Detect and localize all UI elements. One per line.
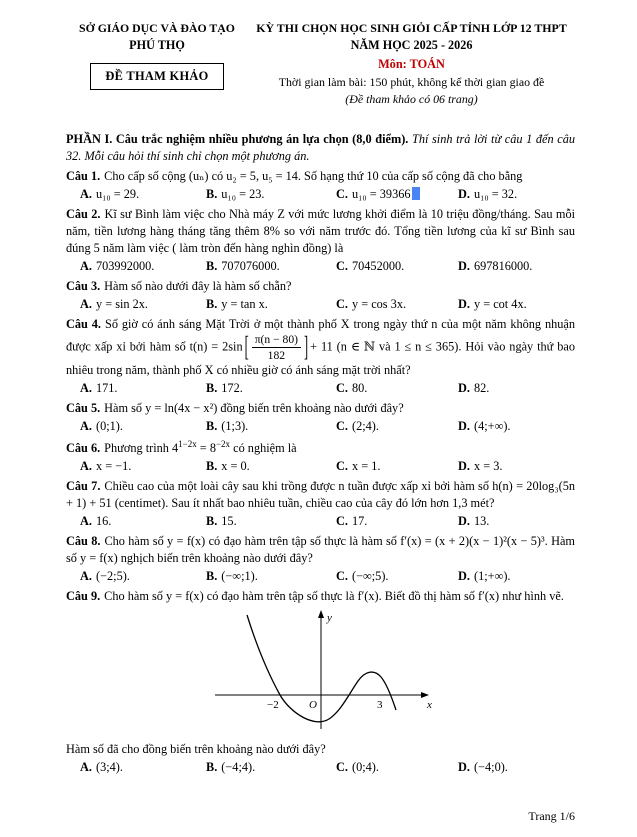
label-x-axis: x [426,699,432,712]
question-7 [66,478,575,530]
question-4 [66,316,575,398]
options-row [66,759,575,776]
question-label: Câu 3. [66,278,101,293]
options-row [66,568,575,585]
option-a: A. (0;1). [80,419,123,434]
option-b: B. (1;3). [206,419,249,434]
question-text-pre: Phương trình 4 [104,441,179,456]
question-9-followup: Hàm số đã cho đồng biến trên khoảng nào dưới đây? [66,742,326,757]
option-d: D. 82. [458,381,490,396]
question-label: Câu 7. [66,479,101,494]
option-b: B. 15. [206,514,237,529]
school-year: NĂM HỌC 2025 - 2026 [350,38,473,53]
exam-title: KỲ THI CHỌN HỌC SINH GIỎI CẤP TỈNH LỚP 12 THPT [256,21,567,35]
label-y-axis: y [326,612,332,625]
option-b: B. 707076000. [206,258,280,273]
header [66,20,575,107]
option-d: D. u₁₀ = 32. [458,186,518,201]
option-b: B. x = 0. [206,459,250,474]
exponent-1: 1−2x [178,439,197,450]
question-label: Câu 1. [66,169,101,183]
question-label: Câu 2. [66,206,101,221]
question-text: Kĩ sư Bình làm việc cho Nhà máy Z với mức lương khởi điểm là 10 triệu đồng/tháng. Sau mỗi năm, tiền lương hàng tháng tăng thêm 8% so với năm trước đó. Tổng tiền lương của kĩ sư Bình sau đúng 5 năm làm việc ( làm tròn đến hàng nghìn đồng) là [66,206,576,255]
fprime-graph-svg [201,607,441,733]
option-c: C. (−∞;5). [336,569,389,584]
question-label: Câu 8. [66,534,101,549]
option-c: C. y = cos 3x. [336,296,407,311]
option-b: B. 172. [206,381,243,396]
question-2 [66,206,575,275]
label-3: 3 [376,699,382,712]
options-row [66,458,575,475]
section-title: PHẦN I. Câu trắc nghiệm nhiều phương án lựa chọn (8,0 điểm). [66,132,409,147]
page-count-note: (Đề tham khảo có 06 trang) [345,91,478,106]
question-1 [66,168,575,203]
option-a: A. 171. [80,381,118,396]
options-row [66,186,575,203]
option-b: B. (−∞;1). [206,569,258,584]
department-name: SỞ GIÁO DỤC VÀ ĐÀO TẠO [79,21,235,35]
question-6 [66,438,575,475]
option-d: D. x = 3. [458,459,503,474]
question-text: Hàm số nào dưới đây là hàm số chẵn? [104,278,292,293]
option-a: A. (3;4). [80,760,123,774]
option-c: C. 17. [336,514,368,529]
option-a: A. 16. [80,514,112,529]
option-a: A. x = −1. [80,459,132,474]
option-d: D. (−4;0). [458,760,508,774]
page-number: Trang 1/6 [528,809,575,824]
question-text: Cho hàm số y = f(x) có đạo hàm trên tập số thực là hàm số f′(x) = (x + 2)(x − 1)²(x − 5)³. Hàm số y = f(x) nghịch biến trên khoảng nào dưới đây? [66,534,575,566]
question-5 [66,400,575,435]
question-9 [66,588,575,776]
options-row [66,513,575,530]
subject: Môn: TOÁN [378,57,445,72]
option-c: C. (2;4). [336,419,379,434]
options-row [66,380,575,397]
option-b: B. (−4;4). [206,760,256,774]
option-a: A. u₁₀ = 29. [80,186,140,201]
option-c: C. u₁₀ = 39366 [336,186,458,203]
option-a: A. y = sin 2x. [80,296,148,311]
options-row [66,418,575,435]
question-text: Cho hàm số y = f(x) có đạo hàm trên tập số thực là f′(x). Biết đồ thị hàm số f′(x) như hình vẽ. [104,589,564,604]
section-heading [66,131,575,165]
label-minus2: −2 [266,699,279,712]
question-text-pre: Số giờ có ánh sáng Mặt Trời ở một thành phố X trong ngày thứ n của một năm không nhuận được xấp xỉ bởi hàm số t(n) = 2sin [66,316,576,354]
question-text-mid: = 8 [196,441,216,456]
question-text: Hàm số y = ln(4x − x²) đồng biến trên khoảng nào dưới đây? [104,401,404,416]
x-axis-arrow [421,692,429,698]
fraction-numerator: π(n − 80) [252,333,301,348]
option-d: D. y = cot 4x. [458,296,527,311]
question-8 [66,533,575,585]
option-d: D. 697816000. [458,258,533,273]
option-c: C. x = 1. [336,459,381,474]
question-text: Cho cấp số cộng (uₙ) có u₂ = 5, u₅ = 14. Số hạng thứ 10 của cấp số cộng đã cho bằng [104,169,523,183]
text-cursor [412,187,420,200]
fraction-denominator: 182 [267,349,286,363]
question-label: Câu 4. [66,316,101,331]
option-c: C. (0;4). [336,760,379,774]
option-d: D. (4;+∞). [458,419,511,434]
label-origin: O [308,699,317,712]
options-row [66,296,575,313]
option-c: C. 80. [336,381,368,396]
question-text-post: + 11 (n ∈ ℕ và 1 ≤ n ≤ 365). Hỏi vào ngày thứ bao nhiêu trong năm, thành phố X có nhiều giờ có ánh sáng mặt trời nhất? [66,339,575,378]
exam-duration: Thời gian làm bài: 150 phút, không kể thời gian giao đề [278,75,545,90]
option-a: A. (−2;5). [80,569,130,584]
header-left [66,20,248,90]
formula-fraction: [ $\frac{\pi(n - 80)}{182}$ ] [244,330,309,363]
y-axis-arrow [318,610,324,618]
exponent-2: −2x [215,439,231,450]
question-text: Chiều cao của một loài cây sau khi trồng được n tuần được xấp xỉ bởi hàm số h(n) = 20log₃(5n + 1) + 51 (centimet). Sau ít nhất bao nhiêu tuần, chiều cao của cây đó lớn hơn 1,3 mét? [66,479,575,511]
question-label: Câu 5. [66,401,101,416]
option-d: D. (1;+∞). [458,569,511,584]
question-label: Câu 6. [66,441,101,456]
question-3 [66,278,575,313]
exam-type-box: ĐỀ THAM KHẢO [90,63,223,90]
question-label: Câu 9. [66,589,101,604]
option-d: D. 13. [458,514,490,529]
section-instructions: Thí sinh trả lời từ câu 1 đến câu 32. Mỗi câu hỏi thí sinh chỉ chọn một phương án. [66,132,576,164]
question-text-post: có nghiệm là [230,441,297,456]
option-c: C. 70452000. [336,258,405,273]
options-row [66,258,575,275]
option-b: B. u₁₀ = 23. [206,186,265,201]
header-right [248,20,575,107]
province-name: PHÚ THỌ [129,38,185,53]
option-b: B. y = tan x. [206,296,268,311]
option-a: A. 703992000. [80,258,155,273]
fprime-graph [201,607,441,738]
